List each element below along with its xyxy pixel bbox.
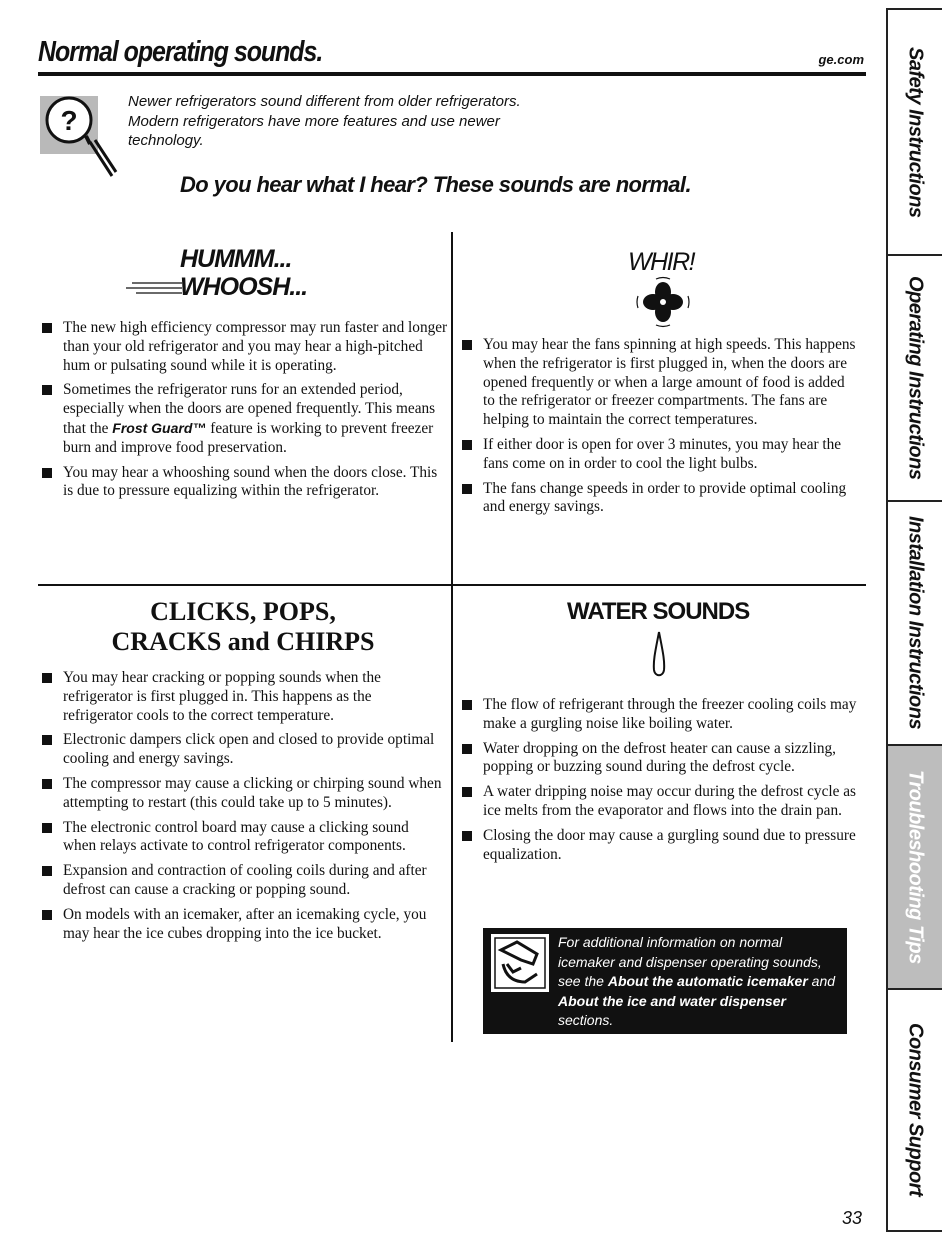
list-item-text: feature is working to prevent freezer burn and improve food preservation. (63, 419, 434, 456)
list-item: Expansion and contraction of cooling coils during and after defrost can cause a cracking or popping sound. (38, 862, 443, 900)
hum-title-line: HUMMM... (180, 245, 292, 273)
list-item: The flow of refrigerant through the freezer cooling coils may make a gurgling noise like boiling water. (458, 696, 863, 734)
clicks-title-line: CRACKS and CHIRPS (111, 627, 375, 656)
title-rule (38, 72, 866, 76)
dispenser-section-ref: About the ice and water dispenser (558, 992, 786, 1009)
whoosh-title-line: WHOOSH... (180, 273, 308, 301)
tab-label: Installation Instructions (904, 516, 927, 730)
list-item: Closing the door may cause a gurgling sound due to pressure equalization. (458, 827, 863, 865)
clicks-section-title (38, 597, 448, 657)
list-item: The electronic control board may cause a clicking sound when relays activate to control refrigerator components. (38, 819, 443, 857)
list-item: On models with an icemaker, after an icemaking cycle, you may hear the ice cubes dropping into the ice bucket. (38, 906, 443, 944)
info-text: and (807, 973, 836, 989)
svg-text:?: ? (60, 105, 78, 136)
list-item: The new high efficiency compressor may run faster and longer than your old refrigerator and you may hear a high-pitched hum or pulsating sound while it is operating. (38, 319, 448, 375)
list-item: A water dripping noise may occur during the defrost cycle as ice melts from the evaporator and flows into the drain pan. (458, 783, 863, 821)
page-number: 33 (842, 1208, 863, 1228)
tab-troubleshooting-tips[interactable] (886, 744, 942, 990)
info-callout-box (483, 928, 847, 1034)
tab-installation-instructions[interactable] (886, 500, 942, 746)
site-url[interactable]: ge.com (818, 52, 864, 67)
column-divider (451, 232, 453, 1042)
list-item: Water dropping on the defrost heater can cause a sizzling, popping or buzzing sound during the defrost cycle. (458, 740, 863, 778)
intro-line: technology. (128, 132, 204, 149)
question-magnifier-icon (38, 92, 118, 180)
tab-label: Troubleshooting Tips (904, 770, 927, 964)
row-divider (38, 584, 866, 586)
tab-label: Consumer Support (904, 1023, 927, 1197)
tab-consumer-support[interactable] (886, 988, 942, 1232)
list-item: You may hear a whooshing sound when the doors close. This is due to pressure equalizing within the refrigerator. (38, 464, 448, 502)
tab-label: Safety Instructions (904, 46, 927, 218)
fan-icon (636, 276, 690, 328)
list-item: If either door is open for over 3 minutes, you may hear the fans come on in order to cool the light bulbs. (458, 436, 858, 474)
frost-guard-term: Frost Guard™ (112, 419, 207, 436)
icemaker-icon (491, 934, 549, 992)
info-text: sections. (558, 1012, 614, 1028)
water-drop-icon (650, 630, 668, 680)
intro-line: Modern refrigerators have more features and use newer (128, 112, 500, 130)
whir-section-title: WHIR! (628, 248, 695, 276)
tab-label: Operating Instructions (904, 276, 927, 480)
intro-line: Newer refrigerators sound different from older refrigerators. (128, 93, 521, 110)
list-item: The fans change speeds in order to provide optimal cooling and energy savings. (458, 480, 858, 518)
hum-section-title (180, 245, 307, 301)
info-text: For additional information on normal icemaker and dispenser operating sounds, see the (558, 934, 822, 989)
page-title: Normal operating sounds. (38, 36, 323, 68)
list-item: You may hear the fans spinning at high speeds. This happens when the refrigerator is first plugged in, when the doors are opened frequently or when a large amount of food is added to the refrigerator or freezer compartments. The fans are helping to maintain the correct temperatures. (458, 336, 858, 430)
icemaker-section-ref: About the automatic icemaker (607, 973, 808, 989)
list-item: Electronic dampers click open and closed to provide optimal cooling and energy savings. (38, 731, 443, 769)
whir-sounds-list (458, 336, 858, 523)
list-item: You may hear cracking or popping sounds when the refrigerator is first plugged in. This happens as the refrigerator cools to the correct temperature. (38, 669, 443, 725)
hum-sounds-list (38, 319, 448, 507)
water-sounds-list (458, 696, 863, 870)
tab-safety-instructions[interactable] (886, 8, 942, 256)
subheading: Do you hear what I hear? These sounds are normal. (180, 172, 691, 197)
list-item-text: Sometimes the refrigerator runs for an extended period, especially when the doors are opened frequently. This means that the (63, 381, 436, 437)
water-section-title: WATER SOUNDS (567, 598, 750, 625)
intro-text (128, 92, 548, 151)
clicks-sounds-list (38, 669, 443, 949)
tab-operating-instructions[interactable] (886, 254, 942, 502)
speed-lines-icon (126, 280, 184, 296)
list-item: The compressor may cause a clicking or chirping sound when attempting to restart (this could take up to 5 minutes). (38, 775, 443, 813)
info-callout-text (558, 933, 842, 1031)
list-item (38, 381, 448, 457)
clicks-title-line: CLICKS, POPS, (150, 597, 336, 626)
